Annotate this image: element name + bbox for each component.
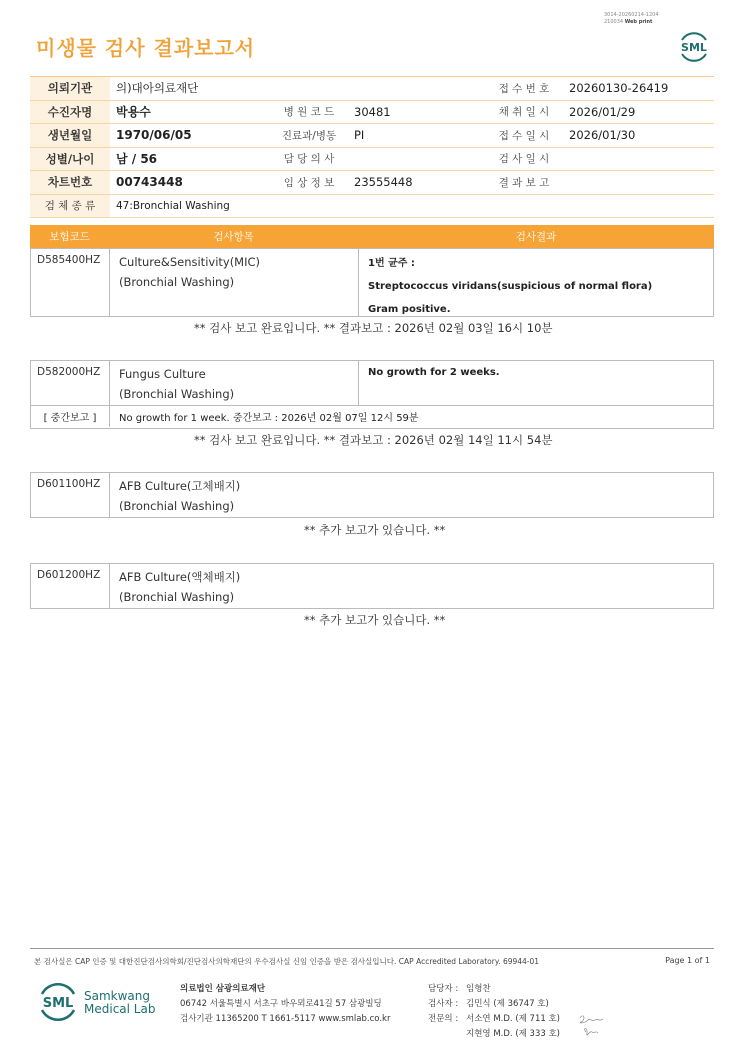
patient-label: 수진자명	[30, 100, 110, 124]
clinical-label: 임 상 정 보	[270, 171, 348, 195]
result-item-specimen: (Bronchial Washing)	[119, 499, 235, 513]
result-block	[30, 563, 714, 609]
birth-label: 생년월일	[30, 124, 110, 148]
birth-value: 1970/06/05	[110, 124, 270, 148]
result-item-specimen: (Bronchial Washing)	[119, 387, 235, 401]
receipt-date-value: 2026/01/30	[563, 124, 714, 148]
result-item	[110, 473, 359, 517]
org-address: 06742 서울특별시 서초구 바우뫼로41길 57 삼광빌딩	[180, 999, 382, 1009]
hospital-code-label: 병 원 코 드	[270, 100, 348, 124]
result-item-specimen: (Bronchial Washing)	[119, 590, 235, 604]
result-item	[110, 361, 359, 405]
brand-name	[84, 990, 155, 1016]
brand-line: Medical Lab	[84, 1002, 156, 1016]
org-info	[180, 982, 390, 1027]
print-code-id: 210034	[604, 18, 624, 25]
result-item	[110, 249, 359, 316]
result-code: D582000HZ	[31, 361, 110, 405]
interim-report-row	[31, 405, 713, 427]
sex-age-value: 남 / 56	[110, 147, 270, 171]
info-row	[30, 124, 714, 148]
sml-logo-icon	[676, 28, 712, 64]
signature-icon	[576, 1010, 606, 1040]
result-line: No growth for 2 weeks.	[368, 367, 500, 378]
info-row	[30, 194, 714, 218]
requester-label: 의뢰기관	[30, 77, 110, 101]
result-value	[359, 361, 713, 405]
brand-line: Samkwang	[84, 989, 150, 1003]
chart-value: 00743448	[110, 171, 270, 195]
results-header	[30, 225, 714, 248]
doctor-label: 담 당 의 사	[270, 147, 348, 171]
result-item	[110, 564, 359, 608]
web-print-label: Web print	[624, 18, 653, 25]
sex-age-label: 성별/나이	[30, 147, 110, 171]
info-row	[30, 77, 714, 101]
info-row	[30, 171, 714, 195]
report-label: 결 과 보 고	[485, 171, 563, 195]
result-line: 1번 균주 :	[368, 258, 415, 269]
org-name: 의료법인 삼광의료재단	[180, 984, 266, 994]
doctor-value	[348, 147, 485, 171]
header-item: 검사항목	[213, 231, 254, 243]
result-item-specimen: (Bronchial Washing)	[119, 275, 235, 289]
page-title: 미생물 검사 결과보고서	[36, 36, 256, 60]
info-row	[30, 147, 714, 171]
result-line: Streptococcus viridans(suspicious of normal flora)	[368, 281, 653, 292]
clinical-value: 23555448	[348, 171, 485, 195]
info-row	[30, 100, 714, 124]
report-note: ** 추가 보고가 있습니다. **	[304, 613, 446, 627]
tester-label: 검사자 :	[428, 999, 459, 1009]
test-date-label: 검 사 일 시	[485, 147, 563, 171]
accreditation-notice: 본 검사실은 CAP 인증 및 대한진단검사의학회/진단검사의학재단의 우수검사실 신임 인증을 받은 검사실입니다. CAP Accredited Laboratory. 69944-01	[34, 957, 540, 966]
print-code-line: 3014-20260214-1204	[604, 12, 659, 18]
interim-label: [ 중간보고 ]	[31, 406, 110, 427]
manager-label: 담당자 :	[428, 984, 459, 994]
chart-label: 차트번호	[30, 171, 110, 195]
receipt-date-label: 접 수 일 시	[485, 124, 563, 148]
test-date-value	[563, 147, 714, 171]
result-block	[30, 472, 714, 518]
collect-date-value: 2026/01/29	[563, 100, 714, 124]
result-code: D585400HZ	[31, 249, 110, 316]
report-value	[563, 171, 714, 195]
result-line: Gram positive.	[368, 304, 451, 315]
result-block	[30, 360, 714, 429]
footer-divider	[30, 948, 714, 949]
receipt-no-label: 접 수 번 호	[485, 77, 563, 101]
result-code: D601200HZ	[31, 564, 110, 608]
result-value	[359, 249, 713, 316]
specialist-name: 지현영 M.D. (제 333 호)	[466, 1029, 561, 1039]
specialist-name: 서소연 M.D. (제 711 호)	[466, 1014, 561, 1024]
result-item-name: Culture&Sensitivity(MIC)	[119, 255, 261, 269]
svg-text:SML: SML	[681, 41, 707, 54]
header-code: 보험코드	[49, 231, 90, 243]
result-item-name: AFB Culture(액체배지)	[119, 570, 241, 584]
org-contact: 검사기관 11365200 T 1661-5117 www.smlab.co.kr	[180, 1014, 391, 1024]
specialist-label: 전문의 :	[428, 1014, 459, 1024]
specimen-label: 검 체 종 류	[30, 194, 110, 218]
result-item-name: Fungus Culture	[119, 367, 206, 381]
patient-value: 박용수	[110, 100, 270, 124]
report-note: ** 검사 보고 완료입니다. ** 결과보고 : 2026년 02월 14일 11시 54분	[194, 433, 553, 447]
interim-text: No growth for 1 week. 중간보고 : 2026년 02월 07일 12시 59분	[119, 413, 419, 424]
requester-value: 의)대아의료재단	[110, 77, 485, 101]
report-note: ** 검사 보고 완료입니다. ** 결과보고 : 2026년 02월 03일 16시 10분	[194, 321, 553, 335]
print-code	[604, 12, 659, 25]
dept-value: PI	[348, 124, 485, 148]
patient-info-table	[30, 76, 714, 218]
manager-name: 임형찬	[466, 984, 491, 994]
samkwang-logo-icon	[36, 980, 80, 1024]
tester-name: 김민식 (제 36747 호)	[466, 999, 549, 1009]
result-code: D601100HZ	[31, 473, 110, 517]
svg-text:SML: SML	[42, 996, 74, 1011]
dept-label: 진료과/병동	[270, 124, 348, 148]
receipt-no-value: 20260130-26419	[563, 77, 714, 101]
report-note: ** 추가 보고가 있습니다. **	[304, 523, 446, 537]
page-number: Page 1 of 1	[665, 956, 710, 965]
result-item-name: AFB Culture(고체배지)	[119, 479, 241, 493]
collect-date-label: 채 취 일 시	[485, 100, 563, 124]
specimen-value: 47:Bronchial Washing	[110, 194, 714, 218]
header-result: 검사결과	[515, 231, 557, 243]
result-block	[30, 248, 714, 317]
staff-info	[428, 982, 560, 1042]
hospital-code-value: 30481	[348, 100, 485, 124]
